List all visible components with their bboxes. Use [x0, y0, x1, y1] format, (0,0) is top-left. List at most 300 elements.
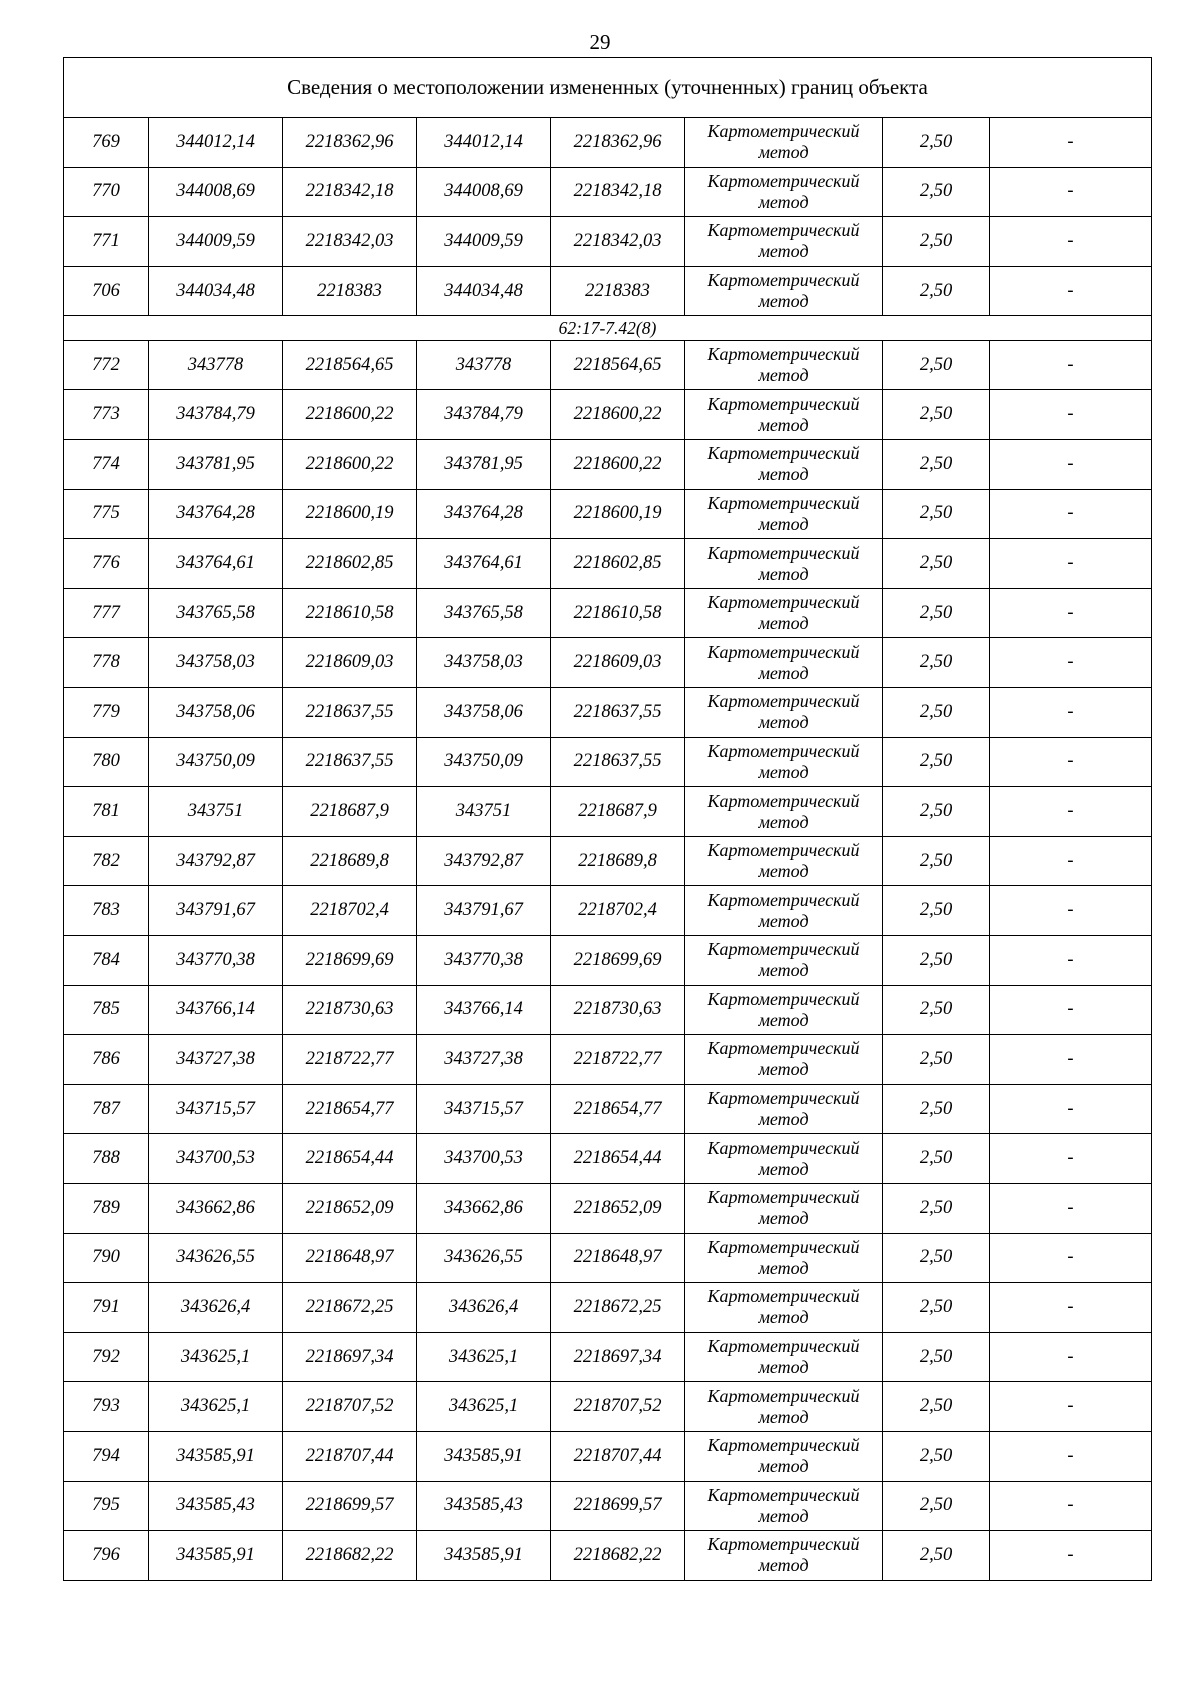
accuracy-cell: 2,50	[883, 836, 990, 886]
accuracy-cell: 2,50	[883, 340, 990, 390]
x-refined-cell: 343626,55	[417, 1233, 551, 1283]
method-cell	[685, 787, 883, 837]
y-existing-cell: 2218682,22	[283, 1531, 417, 1581]
y-existing-cell: 2218637,55	[283, 737, 417, 787]
accuracy-cell: 2,50	[883, 737, 990, 787]
method-label-line2: метод	[758, 1059, 809, 1080]
accuracy-cell: 2,50	[883, 217, 990, 267]
table-row	[64, 390, 1152, 440]
table-row	[64, 1431, 1152, 1481]
method-label-line1: Картометрический	[707, 1336, 860, 1357]
y-existing-cell: 2218342,18	[283, 167, 417, 217]
y-existing-cell: 2218342,03	[283, 217, 417, 267]
accuracy-cell: 2,50	[883, 1084, 990, 1134]
x-refined-cell: 343764,28	[417, 489, 551, 539]
x-existing-cell: 343770,38	[149, 936, 283, 986]
y-refined-cell: 2218600,19	[551, 489, 685, 539]
method-label-line2: метод	[758, 1456, 809, 1477]
x-existing-cell: 343792,87	[149, 836, 283, 886]
table-row	[64, 167, 1152, 217]
note-cell: -	[990, 1382, 1152, 1432]
method-cell	[685, 886, 883, 936]
table-title: Сведения о местоположении измененных (уточненных) границ объекта	[64, 58, 1152, 118]
table-row	[64, 787, 1152, 837]
table-title-row	[64, 58, 1152, 118]
x-refined-cell: 343625,1	[417, 1382, 551, 1432]
table-row	[64, 1134, 1152, 1184]
note-cell: -	[990, 737, 1152, 787]
method-cell	[685, 836, 883, 886]
x-refined-cell: 343770,38	[417, 936, 551, 986]
method-label-line1: Картометрический	[707, 1236, 860, 1257]
point-number-cell: 791	[64, 1283, 149, 1333]
point-number-cell: 773	[64, 390, 149, 440]
table-row	[64, 1531, 1152, 1581]
note-cell: -	[990, 1134, 1152, 1184]
method-label-line1: Картометрический	[707, 740, 860, 761]
note-cell: -	[990, 886, 1152, 936]
y-existing-cell: 2218707,52	[283, 1382, 417, 1432]
method-cell	[685, 936, 883, 986]
point-number-cell: 770	[64, 167, 149, 217]
method-label-line1: Картометрический	[707, 121, 860, 142]
table-row	[64, 886, 1152, 936]
y-refined-cell: 2218687,9	[551, 787, 685, 837]
x-existing-cell: 343727,38	[149, 1035, 283, 1085]
table-row	[64, 1183, 1152, 1233]
y-existing-cell: 2218564,65	[283, 340, 417, 390]
note-cell: -	[990, 118, 1152, 168]
y-existing-cell: 2218648,97	[283, 1233, 417, 1283]
x-existing-cell: 343758,03	[149, 638, 283, 688]
x-existing-cell: 344034,48	[149, 266, 283, 316]
method-cell	[685, 1481, 883, 1531]
point-number-cell: 793	[64, 1382, 149, 1432]
point-number-cell: 781	[64, 787, 149, 837]
y-refined-cell: 2218707,44	[551, 1431, 685, 1481]
x-existing-cell: 343764,28	[149, 489, 283, 539]
table-row	[64, 217, 1152, 267]
method-cell	[685, 340, 883, 390]
coordinates-table	[63, 57, 1152, 1581]
method-cell	[685, 688, 883, 738]
x-existing-cell: 343585,43	[149, 1481, 283, 1531]
table-row	[64, 985, 1152, 1035]
method-cell	[685, 1382, 883, 1432]
accuracy-cell: 2,50	[883, 1332, 990, 1382]
y-existing-cell: 2218600,22	[283, 390, 417, 440]
point-number-cell: 782	[64, 836, 149, 886]
table-row	[64, 340, 1152, 390]
note-cell: -	[990, 1183, 1152, 1233]
method-cell	[685, 588, 883, 638]
x-existing-cell: 343781,95	[149, 440, 283, 490]
section-label: 62:17-7.42(8)	[64, 316, 1152, 341]
accuracy-cell: 2,50	[883, 787, 990, 837]
table-row	[64, 688, 1152, 738]
table-row	[64, 1283, 1152, 1333]
method-cell	[685, 1183, 883, 1233]
note-cell: -	[990, 1084, 1152, 1134]
y-refined-cell: 2218689,8	[551, 836, 685, 886]
accuracy-cell: 2,50	[883, 1283, 990, 1333]
y-refined-cell: 2218600,22	[551, 440, 685, 490]
table-row	[64, 489, 1152, 539]
method-cell	[685, 118, 883, 168]
method-cell	[685, 1531, 883, 1581]
x-existing-cell: 343585,91	[149, 1431, 283, 1481]
accuracy-cell: 2,50	[883, 886, 990, 936]
method-label-line2: метод	[758, 365, 809, 386]
table-row	[64, 638, 1152, 688]
y-existing-cell: 2218600,22	[283, 440, 417, 490]
note-cell: -	[990, 217, 1152, 267]
note-cell: -	[990, 1035, 1152, 1085]
method-label-line2: метод	[758, 1109, 809, 1130]
table-row	[64, 588, 1152, 638]
section-header-row	[64, 316, 1152, 341]
point-number-cell: 769	[64, 118, 149, 168]
note-cell: -	[990, 936, 1152, 986]
note-cell: -	[990, 836, 1152, 886]
note-cell: -	[990, 1431, 1152, 1481]
x-refined-cell: 343585,43	[417, 1481, 551, 1531]
accuracy-cell: 2,50	[883, 588, 990, 638]
y-refined-cell: 2218637,55	[551, 688, 685, 738]
table-row	[64, 539, 1152, 589]
method-label-line1: Картометрический	[707, 1534, 860, 1555]
x-refined-cell: 343778	[417, 340, 551, 390]
method-label-line1: Картометрический	[707, 1187, 860, 1208]
method-label-line1: Картометрический	[707, 988, 860, 1009]
method-cell	[685, 1332, 883, 1382]
method-label-line2: метод	[758, 1555, 809, 1576]
note-cell: -	[990, 340, 1152, 390]
y-existing-cell: 2218687,9	[283, 787, 417, 837]
x-existing-cell: 343765,58	[149, 588, 283, 638]
note-cell: -	[990, 489, 1152, 539]
y-existing-cell: 2218722,77	[283, 1035, 417, 1085]
method-cell	[685, 1035, 883, 1085]
method-cell	[685, 390, 883, 440]
method-label-line2: метод	[758, 464, 809, 485]
x-existing-cell: 343625,1	[149, 1332, 283, 1382]
accuracy-cell: 2,50	[883, 1531, 990, 1581]
method-label-line2: метод	[758, 662, 809, 683]
point-number-cell: 783	[64, 886, 149, 936]
table-row	[64, 1035, 1152, 1085]
x-refined-cell: 343766,14	[417, 985, 551, 1035]
y-refined-cell: 2218707,52	[551, 1382, 685, 1432]
accuracy-cell: 2,50	[883, 688, 990, 738]
method-label-line1: Картометрический	[707, 1435, 860, 1456]
x-refined-cell: 343625,1	[417, 1332, 551, 1382]
method-cell	[685, 737, 883, 787]
point-number-cell: 774	[64, 440, 149, 490]
x-refined-cell: 343585,91	[417, 1431, 551, 1481]
table-row	[64, 737, 1152, 787]
y-refined-cell: 2218600,22	[551, 390, 685, 440]
method-cell	[685, 1233, 883, 1283]
method-label-line2: метод	[758, 414, 809, 435]
method-label-line2: метод	[758, 1158, 809, 1179]
note-cell: -	[990, 985, 1152, 1035]
method-label-line2: метод	[758, 910, 809, 931]
method-label-line1: Картометрический	[707, 1038, 860, 1059]
method-label-line2: метод	[758, 1208, 809, 1229]
method-label-line1: Картометрический	[707, 1286, 860, 1307]
point-number-cell: 792	[64, 1332, 149, 1382]
y-existing-cell: 2218362,96	[283, 118, 417, 168]
y-existing-cell: 2218689,8	[283, 836, 417, 886]
y-existing-cell: 2218609,03	[283, 638, 417, 688]
x-existing-cell: 344009,59	[149, 217, 283, 267]
method-label-line1: Картометрический	[707, 344, 860, 365]
x-refined-cell: 343784,79	[417, 390, 551, 440]
method-label-line2: метод	[758, 142, 809, 163]
note-cell: -	[990, 787, 1152, 837]
x-existing-cell: 343758,06	[149, 688, 283, 738]
x-existing-cell: 343700,53	[149, 1134, 283, 1184]
method-label-line1: Картометрический	[707, 492, 860, 513]
x-existing-cell: 343784,79	[149, 390, 283, 440]
method-label-line2: метод	[758, 1009, 809, 1030]
point-number-cell: 776	[64, 539, 149, 589]
y-refined-cell: 2218652,09	[551, 1183, 685, 1233]
method-label-line2: метод	[758, 291, 809, 312]
method-label-line1: Картометрический	[707, 1088, 860, 1109]
y-refined-cell: 2218722,77	[551, 1035, 685, 1085]
y-refined-cell: 2218654,44	[551, 1134, 685, 1184]
point-number-cell: 795	[64, 1481, 149, 1531]
method-label-line1: Картометрический	[707, 270, 860, 291]
point-number-cell: 706	[64, 266, 149, 316]
method-label-line1: Картометрический	[707, 443, 860, 464]
method-label-line1: Картометрический	[707, 939, 860, 960]
method-label-line2: метод	[758, 1307, 809, 1328]
x-existing-cell: 343791,67	[149, 886, 283, 936]
point-number-cell: 787	[64, 1084, 149, 1134]
method-label-line2: метод	[758, 1406, 809, 1427]
method-cell	[685, 638, 883, 688]
x-refined-cell: 343758,03	[417, 638, 551, 688]
accuracy-cell: 2,50	[883, 1431, 990, 1481]
x-existing-cell: 343766,14	[149, 985, 283, 1035]
x-existing-cell: 344012,14	[149, 118, 283, 168]
x-existing-cell: 343626,4	[149, 1283, 283, 1333]
y-existing-cell: 2218652,09	[283, 1183, 417, 1233]
method-cell	[685, 1134, 883, 1184]
point-number-cell: 788	[64, 1134, 149, 1184]
method-label-line1: Картометрический	[707, 691, 860, 712]
method-cell	[685, 266, 883, 316]
note-cell: -	[990, 1481, 1152, 1531]
note-cell: -	[990, 1233, 1152, 1283]
accuracy-cell: 2,50	[883, 390, 990, 440]
table-row	[64, 266, 1152, 316]
point-number-cell: 790	[64, 1233, 149, 1283]
method-cell	[685, 985, 883, 1035]
accuracy-cell: 2,50	[883, 1233, 990, 1283]
point-number-cell: 778	[64, 638, 149, 688]
method-cell	[685, 217, 883, 267]
note-cell: -	[990, 266, 1152, 316]
y-refined-cell: 2218654,77	[551, 1084, 685, 1134]
table-row	[64, 836, 1152, 886]
x-refined-cell: 343750,09	[417, 737, 551, 787]
method-label-line1: Картометрический	[707, 1484, 860, 1505]
y-existing-cell: 2218672,25	[283, 1283, 417, 1333]
table-row	[64, 440, 1152, 490]
point-number-cell: 775	[64, 489, 149, 539]
method-label-line2: метод	[758, 513, 809, 534]
accuracy-cell: 2,50	[883, 985, 990, 1035]
y-refined-cell: 2218699,69	[551, 936, 685, 986]
x-existing-cell: 343778	[149, 340, 283, 390]
x-refined-cell: 344012,14	[417, 118, 551, 168]
note-cell: -	[990, 588, 1152, 638]
method-cell	[685, 440, 883, 490]
point-number-cell: 777	[64, 588, 149, 638]
y-existing-cell: 2218602,85	[283, 539, 417, 589]
y-existing-cell: 2218697,34	[283, 1332, 417, 1382]
y-refined-cell: 2218362,96	[551, 118, 685, 168]
method-label-line2: метод	[758, 241, 809, 262]
accuracy-cell: 2,50	[883, 489, 990, 539]
note-cell: -	[990, 440, 1152, 490]
x-existing-cell: 343764,61	[149, 539, 283, 589]
method-label-line1: Картометрический	[707, 1385, 860, 1406]
method-label-line1: Картометрический	[707, 790, 860, 811]
method-label-line2: метод	[758, 563, 809, 584]
method-label-line1: Картометрический	[707, 641, 860, 662]
table-row	[64, 936, 1152, 986]
x-existing-cell: 343585,91	[149, 1531, 283, 1581]
y-refined-cell: 2218637,55	[551, 737, 685, 787]
x-refined-cell: 343764,61	[417, 539, 551, 589]
accuracy-cell: 2,50	[883, 1134, 990, 1184]
note-cell: -	[990, 1283, 1152, 1333]
x-refined-cell: 343765,58	[417, 588, 551, 638]
accuracy-cell: 2,50	[883, 167, 990, 217]
table-row	[64, 1382, 1152, 1432]
point-number-cell: 780	[64, 737, 149, 787]
method-label-line2: метод	[758, 712, 809, 733]
method-label-line2: метод	[758, 761, 809, 782]
point-number-cell: 784	[64, 936, 149, 986]
point-number-cell: 785	[64, 985, 149, 1035]
note-cell: -	[990, 390, 1152, 440]
x-refined-cell: 343727,38	[417, 1035, 551, 1085]
accuracy-cell: 2,50	[883, 440, 990, 490]
accuracy-cell: 2,50	[883, 1183, 990, 1233]
method-label-line2: метод	[758, 1505, 809, 1526]
y-refined-cell: 2218610,58	[551, 588, 685, 638]
method-cell	[685, 539, 883, 589]
x-refined-cell: 344034,48	[417, 266, 551, 316]
point-number-cell: 786	[64, 1035, 149, 1085]
accuracy-cell: 2,50	[883, 539, 990, 589]
y-existing-cell: 2218654,77	[283, 1084, 417, 1134]
x-existing-cell: 343625,1	[149, 1382, 283, 1432]
x-refined-cell: 344008,69	[417, 167, 551, 217]
page-number: 29	[589, 30, 611, 54]
accuracy-cell: 2,50	[883, 118, 990, 168]
method-label-line1: Картометрический	[707, 592, 860, 613]
y-refined-cell: 2218702,4	[551, 886, 685, 936]
table-row	[64, 1481, 1152, 1531]
table-row	[64, 1332, 1152, 1382]
y-refined-cell: 2218383	[551, 266, 685, 316]
x-refined-cell: 343791,67	[417, 886, 551, 936]
point-number-cell: 789	[64, 1183, 149, 1233]
table-row	[64, 1084, 1152, 1134]
method-label-line1: Картометрический	[707, 220, 860, 241]
accuracy-cell: 2,50	[883, 1035, 990, 1085]
note-cell: -	[990, 688, 1152, 738]
y-existing-cell: 2218654,44	[283, 1134, 417, 1184]
note-cell: -	[990, 1332, 1152, 1382]
method-label-line2: метод	[758, 861, 809, 882]
point-number-cell: 772	[64, 340, 149, 390]
method-label-line2: метод	[758, 1257, 809, 1278]
y-existing-cell: 2218637,55	[283, 688, 417, 738]
accuracy-cell: 2,50	[883, 1382, 990, 1432]
x-existing-cell: 343751	[149, 787, 283, 837]
y-existing-cell: 2218699,69	[283, 936, 417, 986]
point-number-cell: 794	[64, 1431, 149, 1481]
y-refined-cell: 2218699,57	[551, 1481, 685, 1531]
x-existing-cell: 343662,86	[149, 1183, 283, 1233]
x-existing-cell: 343626,55	[149, 1233, 283, 1283]
method-label-line1: Картометрический	[707, 542, 860, 563]
x-refined-cell: 343585,91	[417, 1531, 551, 1581]
method-label-line1: Картометрический	[707, 393, 860, 414]
accuracy-cell: 2,50	[883, 638, 990, 688]
y-refined-cell: 2218730,63	[551, 985, 685, 1035]
x-existing-cell: 343715,57	[149, 1084, 283, 1134]
x-refined-cell: 343751	[417, 787, 551, 837]
accuracy-cell: 2,50	[883, 936, 990, 986]
method-label-line2: метод	[758, 811, 809, 832]
x-refined-cell: 343792,87	[417, 836, 551, 886]
method-cell	[685, 1431, 883, 1481]
method-cell	[685, 1084, 883, 1134]
method-label-line2: метод	[758, 191, 809, 212]
y-existing-cell: 2218610,58	[283, 588, 417, 638]
x-refined-cell: 343626,4	[417, 1283, 551, 1333]
point-number-cell: 796	[64, 1531, 149, 1581]
y-existing-cell: 2218383	[283, 266, 417, 316]
y-refined-cell: 2218672,25	[551, 1283, 685, 1333]
y-refined-cell: 2218609,03	[551, 638, 685, 688]
x-refined-cell: 343700,53	[417, 1134, 551, 1184]
x-existing-cell: 343750,09	[149, 737, 283, 787]
x-existing-cell: 344008,69	[149, 167, 283, 217]
table-row	[64, 1233, 1152, 1283]
y-existing-cell: 2218699,57	[283, 1481, 417, 1531]
method-cell	[685, 1283, 883, 1333]
y-refined-cell: 2218342,03	[551, 217, 685, 267]
note-cell: -	[990, 167, 1152, 217]
table-row	[64, 118, 1152, 168]
accuracy-cell: 2,50	[883, 266, 990, 316]
method-label-line2: метод	[758, 613, 809, 634]
x-refined-cell: 344009,59	[417, 217, 551, 267]
y-refined-cell: 2218697,34	[551, 1332, 685, 1382]
method-label-line1: Картометрический	[707, 1137, 860, 1158]
y-refined-cell: 2218564,65	[551, 340, 685, 390]
